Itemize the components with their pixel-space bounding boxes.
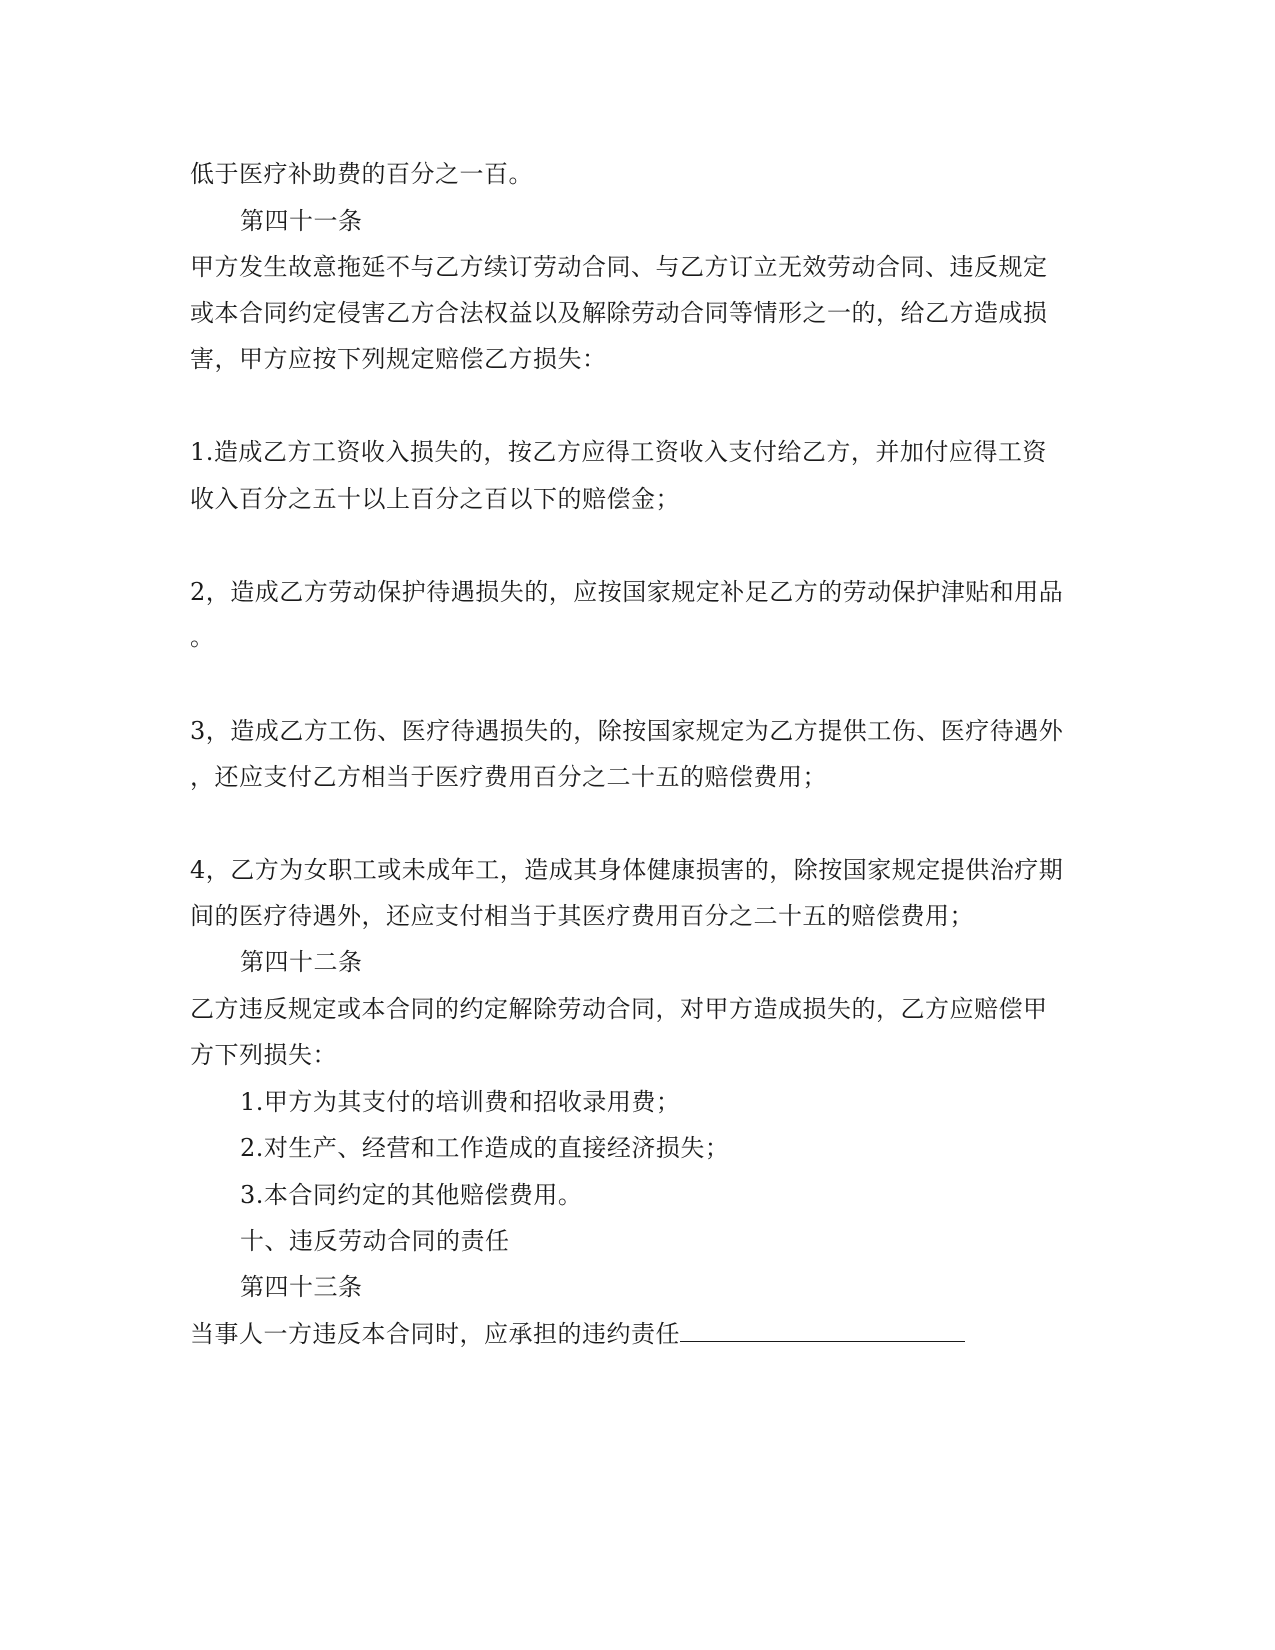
text-line: 。: [190, 623, 215, 651]
list-item: 2，造成乙方劳动保护待遇损失的，应按国家规定补足乙方的劳动保护津贴和用品: [190, 578, 1064, 606]
text-line: 甲方发生故意拖延不与乙方续订劳动合同、与乙方订立无效劳动合同、违反规定: [190, 253, 1048, 281]
text-line: ，还应支付乙方相当于医疗费用百分之二十五的赔偿费用；: [190, 763, 827, 791]
list-item: 1.甲方为其支付的培训费和招收录用费；: [240, 1088, 681, 1116]
text-line: 低于医疗补助费的百分之一百。: [190, 160, 533, 188]
text-line-with-blank: [190, 1319, 965, 1349]
text-line: 方下列损失：: [190, 1041, 337, 1069]
article-heading: 第四十三条: [240, 1273, 363, 1301]
fill-in-blank: [680, 1319, 965, 1342]
text-line: 当事人一方违反本合同时，应承担的违约责任: [190, 1320, 680, 1348]
list-item: 3，造成乙方工伤、医疗待遇损失的，除按国家规定为乙方提供工伤、医疗待遇外: [190, 717, 1064, 745]
article-heading: 第四十一条: [240, 207, 363, 235]
text-line: 乙方违反规定或本合同的约定解除劳动合同，对甲方造成损失的，乙方应赔偿甲: [190, 995, 1048, 1023]
text-line: 收入百分之五十以上百分之百以下的赔偿金；: [190, 485, 680, 513]
text-line: 或本合同约定侵害乙方合法权益以及解除劳动合同等情形之一的，给乙方造成损: [190, 299, 1048, 327]
text-line: 害，甲方应按下列规定赔偿乙方损失：: [190, 345, 607, 373]
list-item: 4，乙方为女职工或未成年工，造成其身体健康损害的，除按国家规定提供治疗期: [190, 856, 1064, 884]
list-item: 1.造成乙方工资收入损失的，按乙方应得工资收入支付给乙方，并加付应得工资: [190, 438, 1047, 466]
text-line: 间的医疗待遇外，还应支付相当于其医疗费用百分之二十五的赔偿费用；: [190, 902, 974, 930]
list-item: 2.对生产、经营和工作造成的直接经济损失；: [240, 1134, 730, 1162]
section-heading: 十、违反劳动合同的责任: [240, 1227, 510, 1255]
list-item: 3.本合同约定的其他赔偿费用。: [240, 1181, 583, 1209]
article-heading: 第四十二条: [240, 948, 363, 976]
